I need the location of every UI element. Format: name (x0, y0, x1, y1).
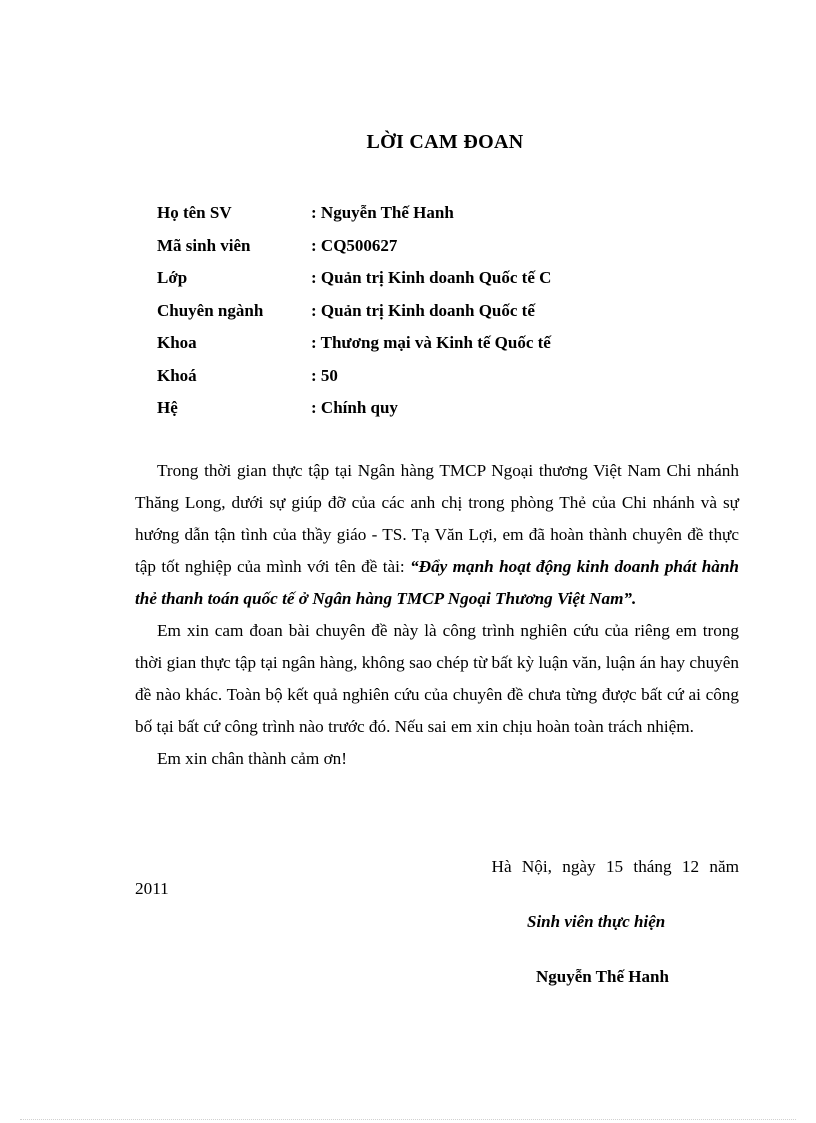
info-value: : Chính quy (311, 398, 398, 417)
info-label: Họ tên SV (157, 203, 232, 222)
paragraph-declaration: Em xin cam đoan bài chuyên đề này là công trình nghiên cứu của riêng em trong thời gian thực tập tại ngân hàng, không sao chép từ bất kỳ luận văn, luận án hay chuyên đề nào khác. Toàn bộ kết quả nghiên cứu của chuyên đề chưa từng được bất cứ ai công bố tại bất cứ công trình nào trước đó. Nếu sai em xin chịu hoàn toàn trách nhiệm. (135, 621, 739, 736)
info-row-cohort (157, 362, 555, 395)
thesis-topic: “Đẩy mạnh hoạt động kinh doanh phát hành thẻ thanh toán quốc tế ở Ngân hàng TMCP Ngoại Thương Việt Nam”. (135, 557, 739, 608)
info-value: : Nguyễn Thế Hanh (311, 203, 454, 222)
info-value: : Thương mại và Kinh tế Quốc tế (311, 333, 551, 352)
info-label: Chuyên ngành (157, 300, 264, 320)
info-row-class (157, 264, 555, 297)
info-row-name (157, 199, 555, 232)
page-title: LỜI CAM ĐOAN (366, 131, 524, 153)
info-value: : CQ500627 (311, 235, 398, 255)
info-row-student-id (157, 232, 555, 265)
declaration-body (135, 455, 739, 775)
student-info (157, 199, 555, 427)
date-line: Hà Nội, ngày 15 tháng 12 năm (491, 857, 739, 876)
signature-name: Nguyễn Thế Hanh (536, 967, 669, 986)
date-year: 2011 (135, 879, 169, 898)
paragraph-internship (135, 455, 739, 615)
info-value: : 50 (311, 365, 338, 385)
info-row-program (157, 394, 555, 427)
info-label: Lớp (157, 268, 188, 287)
info-label: Mã sinh viên (157, 235, 251, 255)
info-value: : Quản trị Kinh doanh Quốc tế (311, 300, 535, 320)
info-label: Hệ (157, 398, 178, 417)
info-value: : Quản trị Kinh doanh Quốc tế C (311, 268, 552, 287)
info-row-faculty (157, 329, 555, 362)
info-label: Khoa (157, 333, 197, 352)
paragraph-thanks: Em xin chân thành cảm ơn! (157, 749, 347, 768)
signature-role: Sinh viên thực hiện (527, 912, 666, 931)
paragraph-internship-text: Trong thời gian thực tập tại Ngân hàng TMCP Ngoại thương Việt Nam Chi nhánh Thăng Long, dưới sự giúp đỡ của các anh chị trong phòng Thẻ của Chi nhánh và sự hướng dẫn tận tình của thầy giáo - TS. Tạ Văn Lợi, em đã hoàn thành chuyên đề thực tập tốt nghiệp của mình với tên đề tài: (135, 461, 739, 576)
info-label: Khoá (157, 365, 197, 385)
page-divider (20, 1119, 796, 1120)
info-row-major (157, 297, 555, 330)
